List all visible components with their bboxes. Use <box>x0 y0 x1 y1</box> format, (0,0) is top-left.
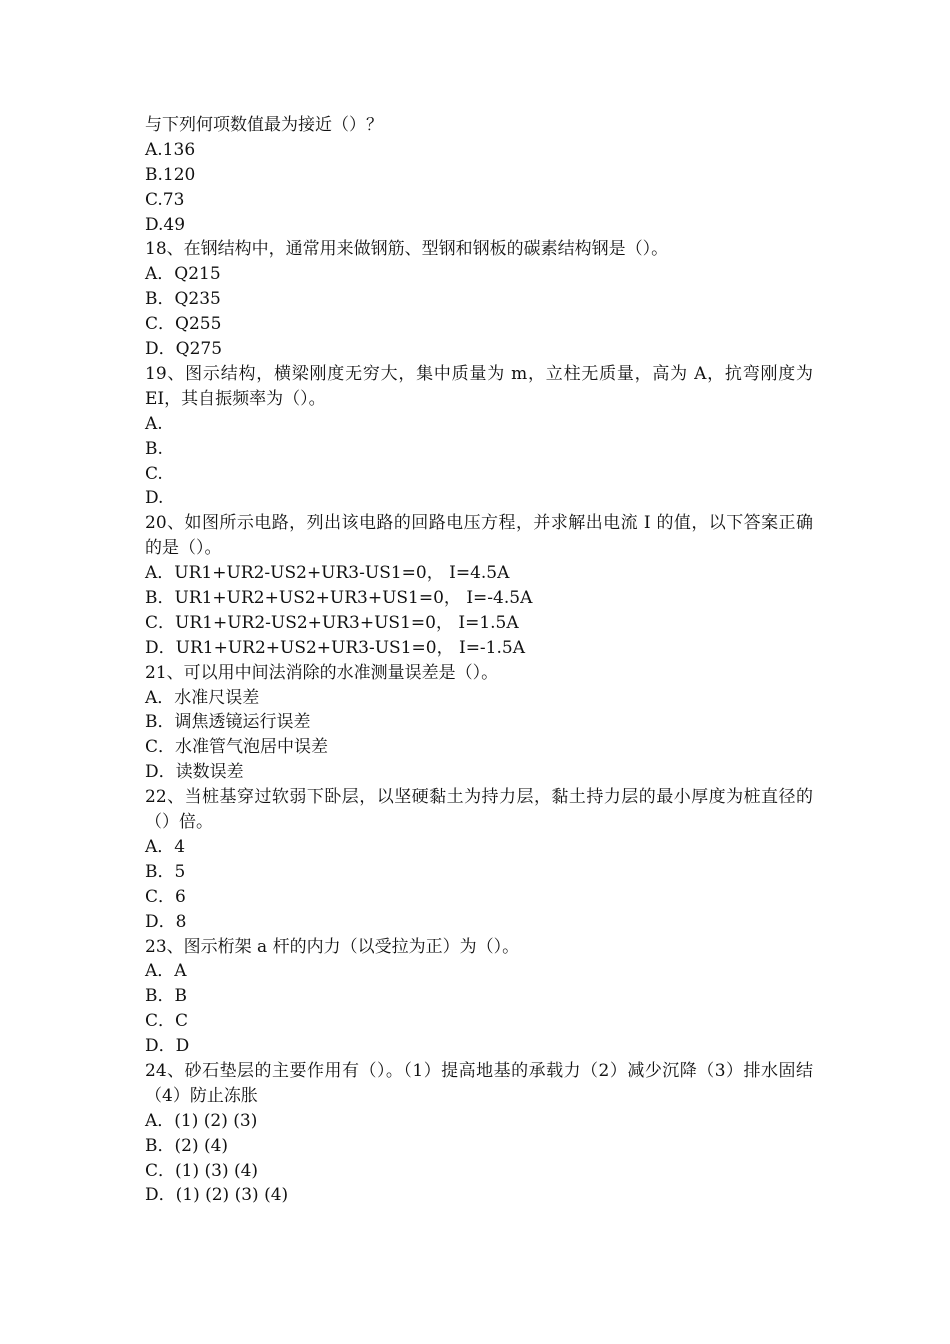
question-22-option-c: C．6 <box>145 886 186 907</box>
question-18 <box>145 237 813 361</box>
question-23-option-b: B．B <box>145 986 187 1007</box>
question-19-text: 19、图示结构，横梁刚度无穷大，集中质量为 m，立柱无质量，高为 A，抗弯刚度为 EI，其自振频率为（）。 <box>145 363 813 409</box>
question-22-text: 22、当桩基穿过软弱下卧层，以坚硬黏土为持力层，黏土持力层的最小厚度为桩直径的（）倍。 <box>145 787 813 833</box>
question-22-option-a: A．4 <box>145 836 186 857</box>
question-18-option-b: B．Q235 <box>145 289 221 310</box>
question-23-option-d: D．D <box>145 1036 190 1057</box>
question-21-option-d: D．读数误差 <box>145 762 244 783</box>
question-24-option-a: A．(1) (2) (3) <box>145 1110 258 1131</box>
intro-question-line: 与下列何项数值最为接近（）？ <box>145 115 383 135</box>
question-20 <box>145 511 813 660</box>
question-21-option-c: C．水准管气泡居中误差 <box>145 737 329 758</box>
question-18-option-d: D．Q275 <box>145 339 223 360</box>
question-18-text: 18、在钢结构中，通常用来做钢筋、型钢和钢板的碳素结构钢是（）。 <box>145 239 669 260</box>
question-20-option-c: C．UR1+UR2-US2+UR3+US1=0， I=1.5A <box>145 612 519 633</box>
question-19-option-a: A. <box>145 413 163 434</box>
question-19 <box>145 362 813 511</box>
question-20-option-d: D．UR1+UR2+US2+UR3-US1=0， I=-1.5A <box>145 637 525 658</box>
question-18-option-c: C．Q255 <box>145 314 222 335</box>
question-21-option-a: A．水准尺误差 <box>145 687 260 708</box>
question-24-option-b: B．(2) (4) <box>145 1135 229 1156</box>
question-24-option-d: D．(1) (2) (3) (4) <box>145 1185 289 1206</box>
question-23-option-c: C．C <box>145 1011 189 1032</box>
question-19-option-d: D. <box>145 488 164 509</box>
question-23-option-a: A．A <box>145 961 187 982</box>
intro-option-c: C.73 <box>145 189 185 210</box>
question-20-text: 20、如图所示电路，列出该电路的回路电压方程，并求解出电流 I 的值，以下答案正确的是（）。 <box>145 513 813 559</box>
question-23 <box>145 935 813 1059</box>
question-21 <box>145 661 813 785</box>
question-20-option-a: A．UR1+UR2-US2+UR3-US1=0， I=4.5A <box>145 563 510 584</box>
question-23-text: 23、图示桁架 a 杆的内力（以受拉为正）为（）。 <box>145 936 520 957</box>
question-24 <box>145 1059 813 1208</box>
question-22-option-d: D．8 <box>145 911 187 932</box>
question-21-text: 21、可以用中间法消除的水准测量误差是（）。 <box>145 662 499 683</box>
document-body <box>145 113 813 1208</box>
question-22 <box>145 785 813 934</box>
question-18-option-a: A．Q215 <box>145 264 221 285</box>
question-20-option-b: B．UR1+UR2+US2+UR3+US1=0， I=-4.5A <box>145 588 533 608</box>
intro-option-d: D.49 <box>145 214 186 235</box>
question-19-option-b: B. <box>145 438 163 459</box>
question-21-option-b: B．调焦透镜运行误差 <box>145 712 311 733</box>
question-24-text: 24、砂石垫层的主要作用有（）。（1）提高地基的承载力（2）减少沉降（3）排水固结（4）防止冻胀 <box>145 1060 813 1106</box>
question-24-option-c: C．(1) (3) (4) <box>145 1160 259 1181</box>
intro-option-a: A.136 <box>145 139 196 160</box>
intro-option-b: B.120 <box>145 164 196 185</box>
question-22-option-b: B．5 <box>145 861 186 882</box>
question-19-option-c: C. <box>145 463 163 484</box>
